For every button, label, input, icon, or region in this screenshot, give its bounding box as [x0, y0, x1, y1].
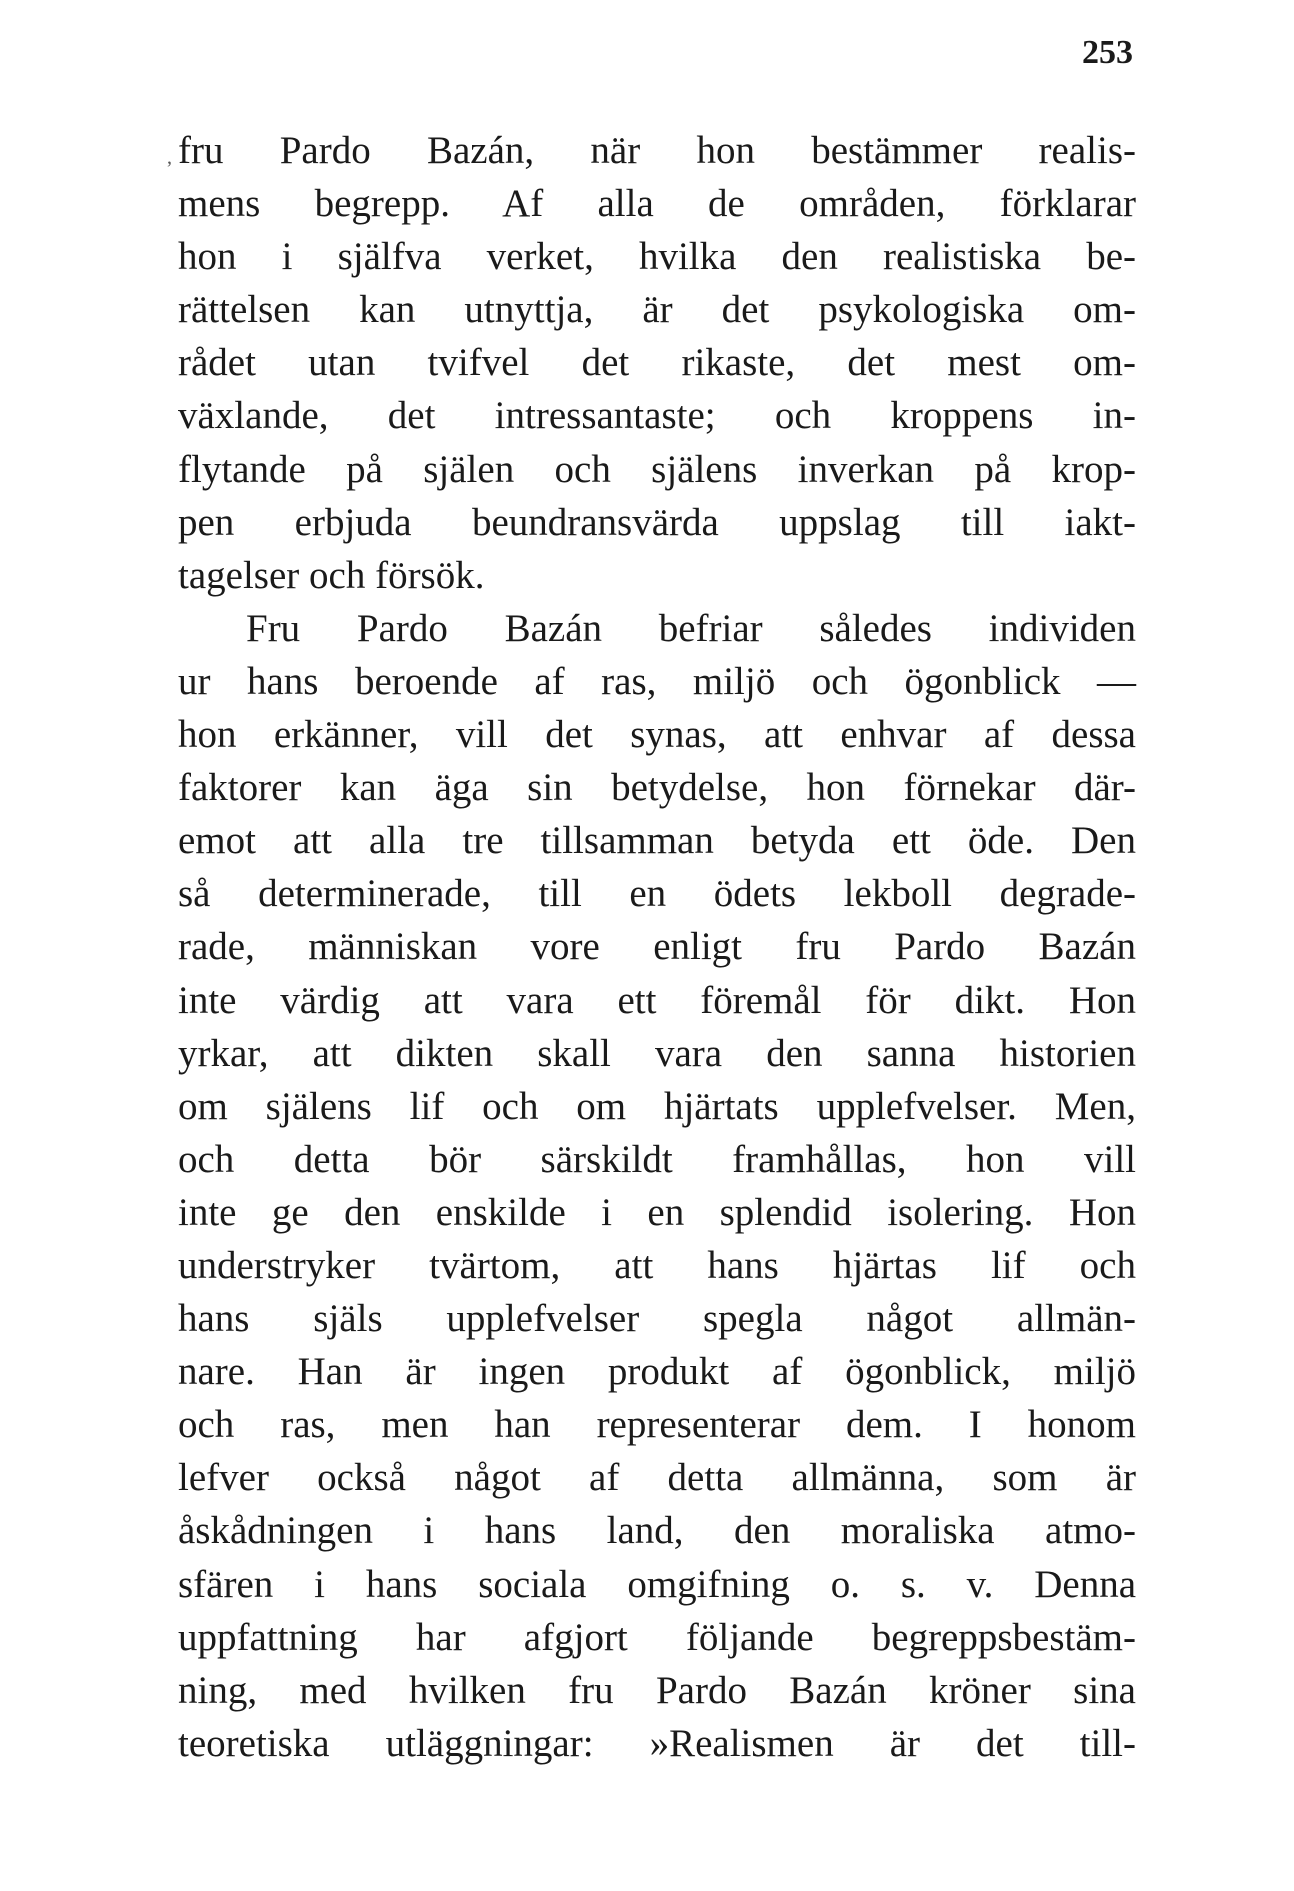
text-line: understryker tvärtom, att hans hjärtas lif och — [178, 1243, 1136, 1287]
text-line: ning, med hvilken fru Pardo Bazán kröner sina — [178, 1668, 1136, 1712]
text-line: teoretiska utläggningar: »Realismen är det till- — [178, 1721, 1136, 1765]
text-line: nare. Han är ingen produkt af ögonblick, miljö — [178, 1350, 1136, 1394]
text-line: rade, människan vore enligt fru Pardo Bazán — [178, 925, 1136, 969]
page-number: 253 — [1082, 34, 1133, 71]
body-text — [178, 124, 1136, 1770]
text-line: inte värdig att vara ett föremål för dikt. Hon — [178, 978, 1136, 1022]
text-line: yrkar, att dikten skall vara den sanna historien — [178, 1031, 1136, 1075]
text-line: så determinerade, till en ödets lekboll degrade- — [178, 872, 1136, 916]
text-line: mens begrepp. Af alla de områden, förklarar — [178, 182, 1136, 226]
text-line: hans själs upplefvelser spegla något allmän- — [178, 1297, 1136, 1341]
text-line: flytande på själen och själens inverkan på krop- — [178, 447, 1136, 491]
text-line: och ras, men han representerar dem. I honom — [178, 1403, 1136, 1447]
text-line: lefver också något af detta allmänna, som är — [178, 1456, 1136, 1500]
text-line: hon i själfva verket, hvilka den realistiska be- — [178, 235, 1136, 279]
text-line: om själens lif och om hjärtats upplefvelser. Men, — [178, 1084, 1136, 1128]
text-line: faktorer kan äga sin betydelse, hon förnekar där- — [178, 766, 1136, 810]
text-line: uppfattning har afgjort följande begreppsbestäm- — [178, 1615, 1136, 1659]
text-line: emot att alla tre tillsamman betyda ett öde. Den — [178, 819, 1136, 863]
text-line: fru Pardo Bazán, när hon bestämmer realis- — [178, 129, 1136, 172]
text-line: ur hans beroende af ras, miljö och ögonblick — — [178, 659, 1136, 703]
text-line: rådet utan tvifvel det rikaste, det mest om- — [178, 341, 1136, 385]
text-line: åskådningen i hans land, den moraliska atmo- — [178, 1509, 1136, 1553]
text-line: växlande, det intressantaste; och kroppens in- — [178, 394, 1136, 438]
text-line: rättelsen kan utnyttja, är det psykologiska om- — [178, 288, 1136, 332]
text-line: pen erbjuda beundransvärda uppslag till iakt- — [178, 500, 1136, 544]
margin-speck: ʼ — [166, 158, 173, 180]
text-line: tagelser och försök. — [178, 553, 485, 597]
text-line: Fru Pardo Bazán befriar således individen — [246, 606, 1136, 650]
text-line: och detta bör särskildt framhållas, hon vill — [178, 1137, 1136, 1181]
text-line: hon erkänner, vill det synas, att enhvar af dessa — [178, 713, 1136, 757]
text-line: sfären i hans sociala omgifning o. s. v. Denna — [178, 1562, 1136, 1606]
text-line: inte ge den enskilde i en splendid isolering. Hon — [178, 1190, 1136, 1234]
